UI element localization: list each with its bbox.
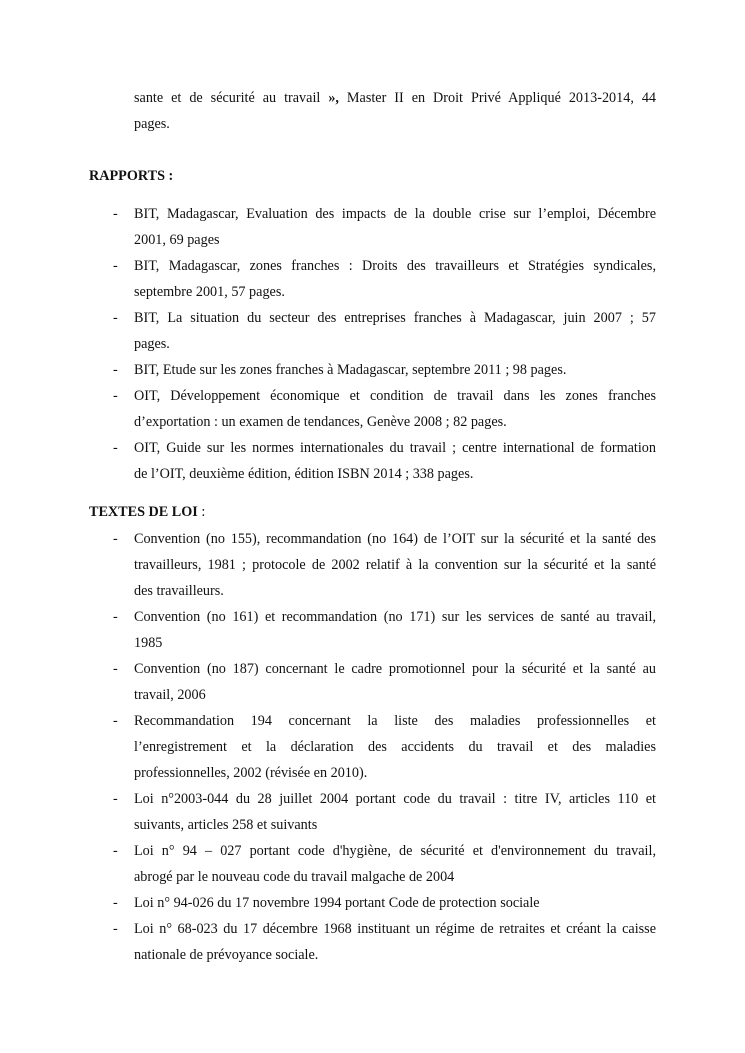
textes-item-4-line-3: professionnelles, 2002 (révisée en 2010). xyxy=(134,765,368,781)
bullet-dash: - xyxy=(113,895,118,911)
textes-item-8-line-2: nationale de prévoyance sociale. xyxy=(134,947,319,963)
rapports-heading: RAPPORTS : xyxy=(89,168,174,184)
textes-heading: TEXTES DE LOI xyxy=(89,504,198,520)
textes-item-1-line-2: travailleurs, 1981 ; protocole de 2002 relatif à la convention sur la sécurité et la santé xyxy=(134,557,656,573)
textes-item-5-line-2: suivants, articles 258 et suivants xyxy=(134,817,318,833)
bullet-dash: - xyxy=(113,440,118,456)
bullet-dash: - xyxy=(113,661,118,677)
bullet-dash: - xyxy=(113,388,118,404)
rapports-item-6-line-2: de l’OIT, deuxième édition, édition ISBN 2014 ; 338 pages. xyxy=(134,466,474,482)
textes-item-8-line-1: Loi n° 68-023 du 17 décembre 1968 instituant un régime de retraites et créant la caisse xyxy=(134,921,656,937)
textes-item-5-line-1: Loi n°2003-044 du 28 juillet 2004 portant code du travail : titre IV, articles 110 et xyxy=(134,791,656,807)
textes-item-6-line-2: abrogé par le nouveau code du travail malgache de 2004 xyxy=(134,869,455,885)
rapports-item-2-line-2: septembre 2001, 57 pages. xyxy=(134,284,285,300)
textes-item-3-line-1: Convention (no 187) concernant le cadre promotionnel pour la sécurité et la santé au xyxy=(134,661,656,677)
textes-item-7-line-1: Loi n° 94-026 du 17 novembre 1994 portant Code de protection sociale xyxy=(134,895,540,911)
bullet-dash: - xyxy=(113,843,118,859)
bullet-dash: - xyxy=(113,921,118,937)
intro-text-b: Master II en Droit Privé Appliqué 2013-2014, 44 xyxy=(346,90,657,106)
intro-text-a: sante et de sécurité au travail xyxy=(134,90,321,106)
rapports-item-2-line-1: BIT, Madagascar, zones franches : Droits des travailleurs et Stratégies syndicales, xyxy=(134,258,656,274)
rapports-item-1-line-2: 2001, 69 pages xyxy=(134,232,220,248)
bullet-dash: - xyxy=(113,362,118,378)
bullet-dash: - xyxy=(113,206,118,222)
textes-item-2-line-1: Convention (no 161) et recommandation (no 171) sur les services de santé au travail, xyxy=(134,609,656,625)
textes-item-1-line-3: des travailleurs. xyxy=(134,583,224,599)
textes-heading-suffix: : xyxy=(197,504,206,520)
rapports-item-5-line-1: OIT, Développement économique et condition de travail dans les zones franches xyxy=(134,388,656,404)
bullet-dash: - xyxy=(113,791,118,807)
intro-line-1 xyxy=(134,89,656,107)
textes-item-4-line-1: Recommandation 194 concernant la liste des maladies professionnelles et xyxy=(134,713,656,729)
bullet-dash: - xyxy=(113,531,118,547)
rapports-item-5-line-2: d’exportation : un examen de tendances, Genève 2008 ; 82 pages. xyxy=(134,414,507,430)
rapports-item-3-line-2: pages. xyxy=(134,336,170,352)
textes-heading-line xyxy=(89,503,205,521)
intro-line-2: pages. xyxy=(134,116,170,132)
textes-item-4-line-2: l’enregistrement et la déclaration des accidents du travail et des maladies xyxy=(134,739,656,755)
rapports-item-6-line-1: OIT, Guide sur les normes internationales du travail ; centre international de formation xyxy=(134,440,656,456)
bullet-dash: - xyxy=(113,713,118,729)
textes-item-1-line-1: Convention (no 155), recommandation (no 164) de l’OIT sur la sécurité et la santé des xyxy=(134,531,656,547)
intro-quote: », xyxy=(328,90,339,106)
textes-item-6-line-1: Loi n° 94 – 027 portant code d'hygiène, de sécurité et d'environnement du travail, xyxy=(134,843,656,859)
textes-item-2-line-2: 1985 xyxy=(134,635,163,651)
bullet-dash: - xyxy=(113,310,118,326)
textes-item-3-line-2: travail, 2006 xyxy=(134,687,206,703)
bullet-dash: - xyxy=(113,258,118,274)
rapports-item-4-line-1: BIT, Etude sur les zones franches à Madagascar, septembre 2011 ; 98 pages. xyxy=(134,362,567,378)
rapports-item-3-line-1: BIT, La situation du secteur des entreprises franches à Madagascar, juin 2007 ; 57 xyxy=(134,310,656,326)
bullet-dash: - xyxy=(113,609,118,625)
rapports-item-1-line-1: BIT, Madagascar, Evaluation des impacts de la double crise sur l’emploi, Décembre xyxy=(134,206,656,222)
